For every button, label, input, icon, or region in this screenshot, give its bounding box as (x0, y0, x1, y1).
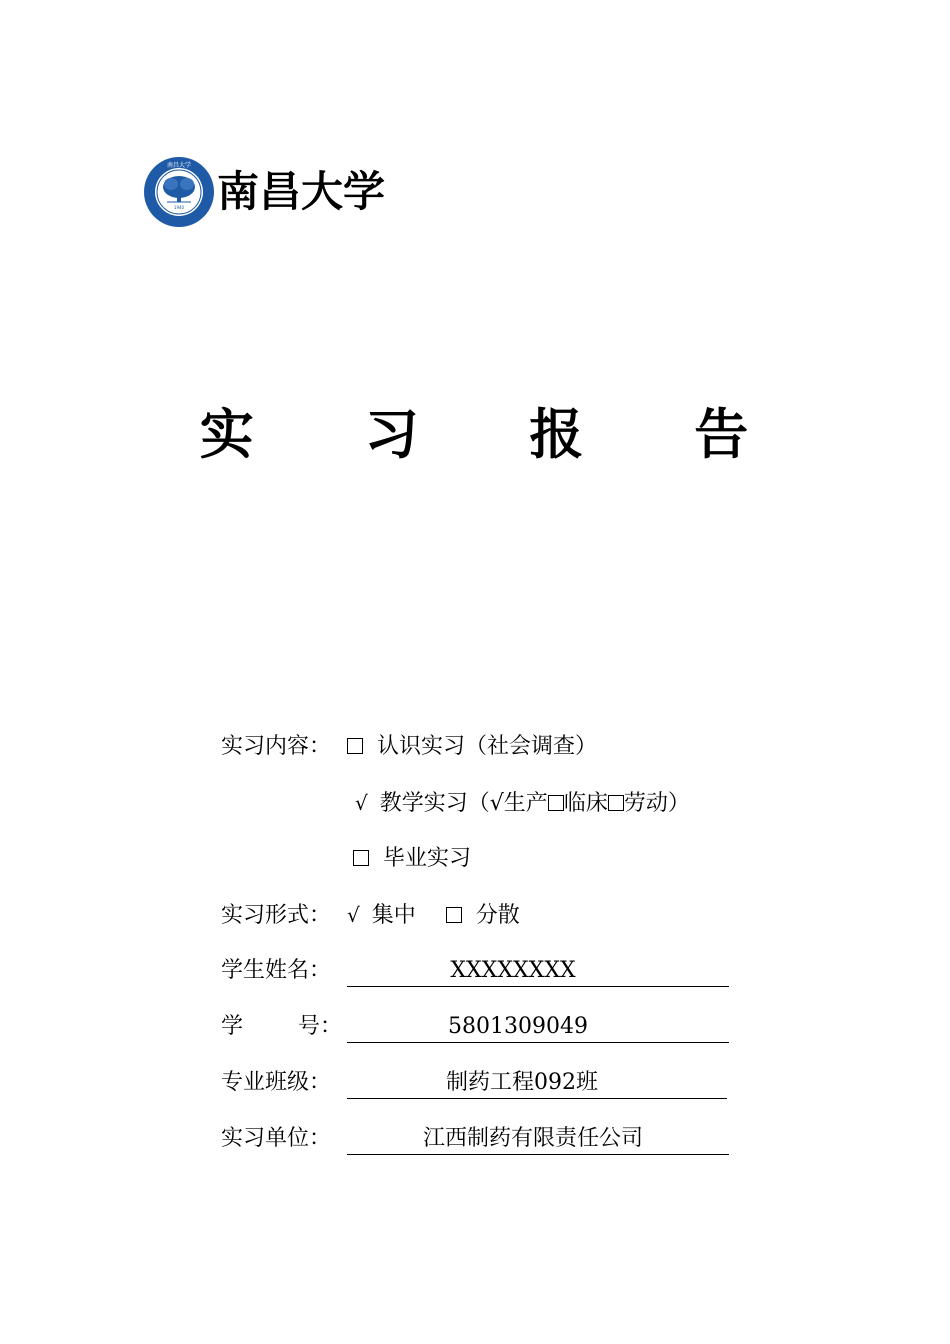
option-cognitive-label: 认识实习（社会调查） (377, 734, 598, 759)
name-value: XXXXXXXX (450, 958, 576, 983)
name-row (221, 956, 729, 987)
content-row-1 (221, 732, 597, 762)
name-field[interactable] (347, 956, 729, 987)
unit-field[interactable] (347, 1124, 729, 1155)
name-label: 学生姓名： (221, 958, 332, 983)
student-id-row (221, 1012, 729, 1043)
option-graduation-label: 毕业实习 (383, 846, 472, 871)
option-dispersed-label: 分散 (475, 903, 520, 928)
unit-value: 江西制药有限责任公司 (422, 1126, 643, 1151)
checkbox-clinical[interactable] (548, 795, 564, 811)
seal-text-top: 南昌大学 (166, 162, 192, 169)
check-production[interactable]: √ (489, 791, 504, 816)
student-id-label-b: 号： (298, 1014, 343, 1039)
checkbox-graduation[interactable] (353, 850, 369, 866)
checkbox-dispersed[interactable] (446, 907, 462, 923)
major-field[interactable] (347, 1068, 727, 1099)
option-labor-label: 劳动） (623, 791, 690, 816)
major-value: 制药工程092班 (446, 1070, 598, 1095)
student-id-label-a: 学 (221, 1014, 244, 1039)
unit-label: 实习单位： (221, 1126, 332, 1151)
university-logo (143, 156, 385, 228)
university-name: 南昌大学 (217, 167, 386, 216)
form-row (221, 900, 520, 931)
checkbox-cognitive[interactable] (347, 738, 363, 754)
option-teaching-prefix: 教学实习（ (379, 791, 490, 816)
content-row-2 (355, 788, 690, 819)
student-id-label (221, 1012, 347, 1042)
option-centralized-label: 集中 (371, 903, 416, 928)
page-title: 实 习 报 告 (199, 402, 795, 466)
option-clinical-label: 临床 (563, 791, 608, 816)
check-centralized[interactable]: √ (347, 903, 360, 927)
checkbox-labor[interactable] (608, 795, 624, 811)
student-id-field[interactable] (347, 1012, 729, 1043)
option-production-label: 生产 (503, 791, 548, 816)
check-teaching[interactable]: √ (355, 791, 368, 815)
form-label: 实习形式： (221, 903, 332, 928)
content-row-3 (353, 844, 471, 874)
content-label: 实习内容： (221, 734, 332, 759)
major-row (221, 1068, 727, 1099)
major-label: 专业班级： (221, 1070, 332, 1095)
unit-row (221, 1124, 729, 1155)
student-id-value: 5801309049 (448, 1014, 588, 1039)
seal-year: 1940 (173, 205, 185, 210)
university-seal-icon (143, 156, 215, 228)
